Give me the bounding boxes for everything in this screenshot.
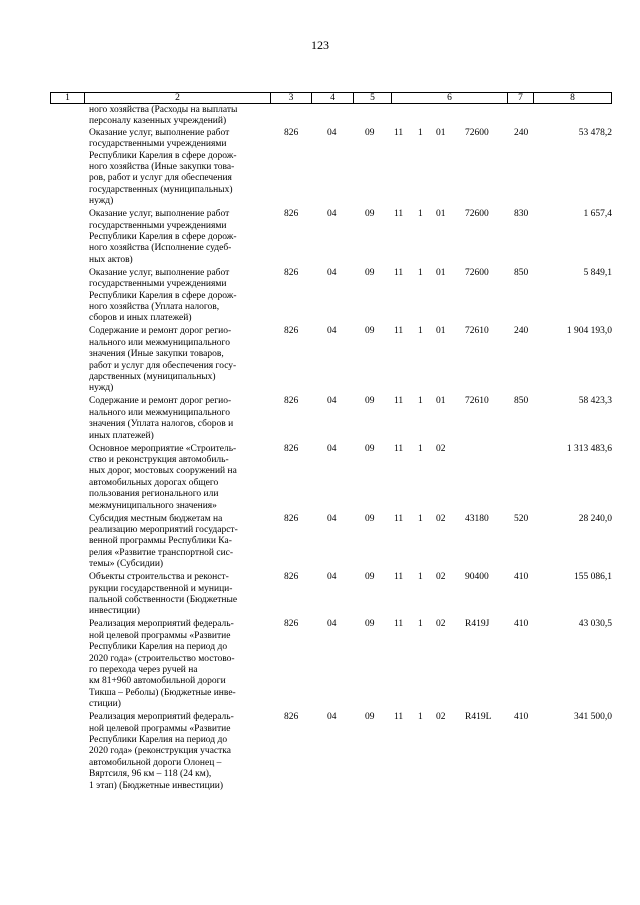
ministry-code-cell: 826	[284, 443, 299, 454]
subprogram-code-cell: 1	[418, 326, 423, 337]
subsection-code-cell: 09	[365, 619, 375, 630]
table-header	[50, 92, 612, 104]
event-code-cell: 02	[436, 619, 446, 630]
subsection-code-cell: 09	[365, 326, 375, 337]
amount-cell: 155 086,1	[574, 572, 612, 583]
direction-code-cell: 72610	[465, 396, 489, 407]
table-row	[50, 105, 612, 128]
direction-code-cell: 72610	[465, 326, 489, 337]
program-code-cell: 11	[394, 127, 404, 138]
ministry-code-cell: 826	[284, 326, 299, 337]
ministry-code-cell: 826	[284, 572, 299, 583]
program-code-cell: 11	[394, 267, 404, 278]
amount-cell: 1 657,4	[583, 209, 612, 220]
direction-code-cell: 90400	[465, 572, 489, 583]
subsection-code-cell: 09	[365, 572, 375, 583]
subprogram-code-cell: 1	[418, 513, 423, 524]
direction-code-cell: 43180	[465, 513, 489, 524]
subsection-code-cell: 09	[365, 443, 375, 454]
direction-code-cell: R419L	[465, 712, 492, 723]
amount-cell: 341 500,0	[574, 712, 612, 723]
header-col-7: 7	[507, 93, 533, 103]
subprogram-code-cell: 1	[418, 572, 423, 583]
event-code-cell: 01	[436, 396, 446, 407]
section-code-cell: 04	[327, 209, 337, 220]
program-code-cell: 11	[394, 443, 404, 454]
direction-code-cell: 72600	[465, 209, 489, 220]
amount-cell: 58 423,3	[578, 396, 612, 407]
subsection-code-cell: 09	[365, 396, 375, 407]
section-code-cell: 04	[327, 396, 337, 407]
subprogram-code-cell: 1	[418, 267, 423, 278]
table-row	[50, 209, 612, 266]
section-code-cell: 04	[327, 572, 337, 583]
expense-type-code-cell: 410	[514, 572, 529, 583]
row-description: Оказание услуг, выполнение работ государственными учреждениями Республики Карелия в сфере дорож- ного хозяйства (Иные закупки това- ров, работ и услуг для обеспечения государственных (муниципальных) нужд)	[89, 127, 237, 207]
section-code-cell: 04	[327, 267, 337, 278]
event-code-cell: 01	[436, 209, 446, 220]
event-code-cell: 01	[436, 127, 446, 138]
expense-type-code-cell: 240	[514, 127, 529, 138]
ministry-code-cell: 826	[284, 396, 299, 407]
header-col-2: 2	[84, 93, 270, 103]
page-number: 123	[311, 38, 329, 52]
section-code-cell: 04	[327, 127, 337, 138]
program-code-cell: 11	[394, 326, 404, 337]
subprogram-code-cell: 1	[418, 209, 423, 220]
header-col-6: 6	[391, 93, 507, 103]
row-description: Объекты строительства и реконст- рукции государственной и муници- пальной собственности (Бюджетные инвестиции)	[89, 572, 238, 617]
subprogram-code-cell: 1	[418, 712, 423, 723]
section-code-cell: 04	[327, 326, 337, 337]
table-row	[50, 572, 612, 618]
subsection-code-cell: 09	[365, 513, 375, 524]
ministry-code-cell: 826	[284, 619, 299, 630]
table-row	[50, 396, 612, 442]
ministry-code-cell: 826	[284, 267, 299, 278]
event-code-cell: 01	[436, 267, 446, 278]
table-row	[50, 268, 612, 325]
table-row	[50, 326, 612, 394]
subprogram-code-cell: 1	[418, 127, 423, 138]
amount-cell: 53 478,2	[578, 127, 612, 138]
section-code-cell: 04	[327, 712, 337, 723]
amount-cell: 43 030,5	[578, 619, 612, 630]
header-col-3: 3	[270, 93, 311, 103]
table-row	[50, 444, 612, 512]
table-row	[50, 712, 612, 792]
subsection-code-cell: 09	[365, 267, 375, 278]
header-col-8: 8	[533, 93, 611, 103]
row-description: Основное мероприятие «Строитель- ство и реконструкция автомобиль- ных дорог, мостовых сооружений на автомобильных дорогах общего пользования регионального или межмуниципального значения»	[89, 443, 237, 511]
expense-type-code-cell: 410	[514, 619, 529, 630]
event-code-cell: 02	[436, 712, 446, 723]
amount-cell: 1 904 193,0	[566, 326, 612, 337]
header-col-1: 1	[65, 93, 70, 103]
program-code-cell: 11	[394, 513, 404, 524]
table-row	[50, 514, 612, 571]
row-description: Содержание и ремонт дорог регио- нального или межмуниципального значения (Уплата налогов, сборов и иных платежей)	[89, 396, 234, 441]
row-description: Реализация мероприятий федераль- ной целевой программы «Развитие Республики Карелия на период до 2020 года» (строительство мостово- го перехода через ручей на км 81+960 автомобильной дороги Тикша – Реболы) (Бюджетные инве- стиции)	[89, 619, 236, 710]
subprogram-code-cell: 1	[418, 396, 423, 407]
table-row	[50, 128, 612, 208]
expense-type-code-cell: 830	[514, 209, 529, 220]
ministry-code-cell: 826	[284, 209, 299, 220]
expense-type-code-cell: 410	[514, 712, 529, 723]
program-code-cell: 11	[394, 396, 404, 407]
row-description: Оказание услуг, выполнение работ государственными учреждениями Республики Карелия в сфере дорож- ного хозяйства (Уплата налогов, сборов и иных платежей)	[89, 267, 237, 324]
section-code-cell: 04	[327, 619, 337, 630]
subsection-code-cell: 09	[365, 127, 375, 138]
section-code-cell: 04	[327, 513, 337, 524]
program-code-cell: 11	[394, 712, 404, 723]
ministry-code-cell: 826	[284, 513, 299, 524]
program-code-cell: 11	[394, 209, 404, 220]
subprogram-code-cell: 1	[418, 619, 423, 630]
event-code-cell: 02	[436, 443, 446, 454]
amount-cell: 1 313 483,6	[566, 443, 612, 454]
event-code-cell: 02	[436, 572, 446, 583]
subprogram-code-cell: 1	[418, 443, 423, 454]
ministry-code-cell: 826	[284, 712, 299, 723]
header-col-5: 5	[353, 93, 391, 103]
header-col-4: 4	[311, 93, 353, 103]
expense-type-code-cell: 240	[514, 326, 529, 337]
program-code-cell: 11	[394, 572, 404, 583]
direction-code-cell: 72600	[465, 127, 489, 138]
row-description: Оказание услуг, выполнение работ государственными учреждениями Республики Карелия в сфере дорож- ного хозяйства (Исполнение судеб- ных актов)	[89, 209, 237, 265]
row-description: Содержание и ремонт дорог регио- нального или межмуниципального значения (Иные закупки товаров, работ и услуг для обеспечения госу- дарственных (муниципальных) нужд)	[89, 326, 237, 394]
ministry-code-cell: 826	[284, 127, 299, 138]
event-code-cell: 01	[436, 326, 446, 337]
program-code-cell: 11	[394, 619, 404, 630]
expense-type-code-cell: 850	[514, 396, 529, 407]
subsection-code-cell: 09	[365, 209, 375, 220]
row-description: Реализация мероприятий федераль- ной целевой программы «Развитие Республики Карелия на период до 2020 года» (реконструкция участка автомобильной дороги Олонец – Вяртсиля, 96 км – 118 (24 км), 1 этап) (Бюджетные инвестиции)	[89, 712, 234, 791]
event-code-cell: 02	[436, 513, 446, 524]
amount-cell: 5 849,1	[583, 267, 612, 278]
amount-cell: 28 240,0	[578, 513, 612, 524]
row-description: ного хозяйства (Расходы на выплаты персоналу казенных учреждений)	[89, 105, 238, 127]
section-code-cell: 04	[327, 443, 337, 454]
direction-code-cell: 72600	[465, 267, 489, 278]
table-row	[50, 619, 612, 710]
direction-code-cell: R419J	[465, 619, 490, 630]
row-description: Субсидия местным бюджетам на реализацию мероприятий государст- венной программы Республики Ка- релия «Развитие транспортной сис- темы» (Субсидии)	[89, 513, 238, 570]
expense-type-code-cell: 850	[514, 267, 529, 278]
expense-type-code-cell: 520	[514, 513, 529, 524]
subsection-code-cell: 09	[365, 712, 375, 723]
